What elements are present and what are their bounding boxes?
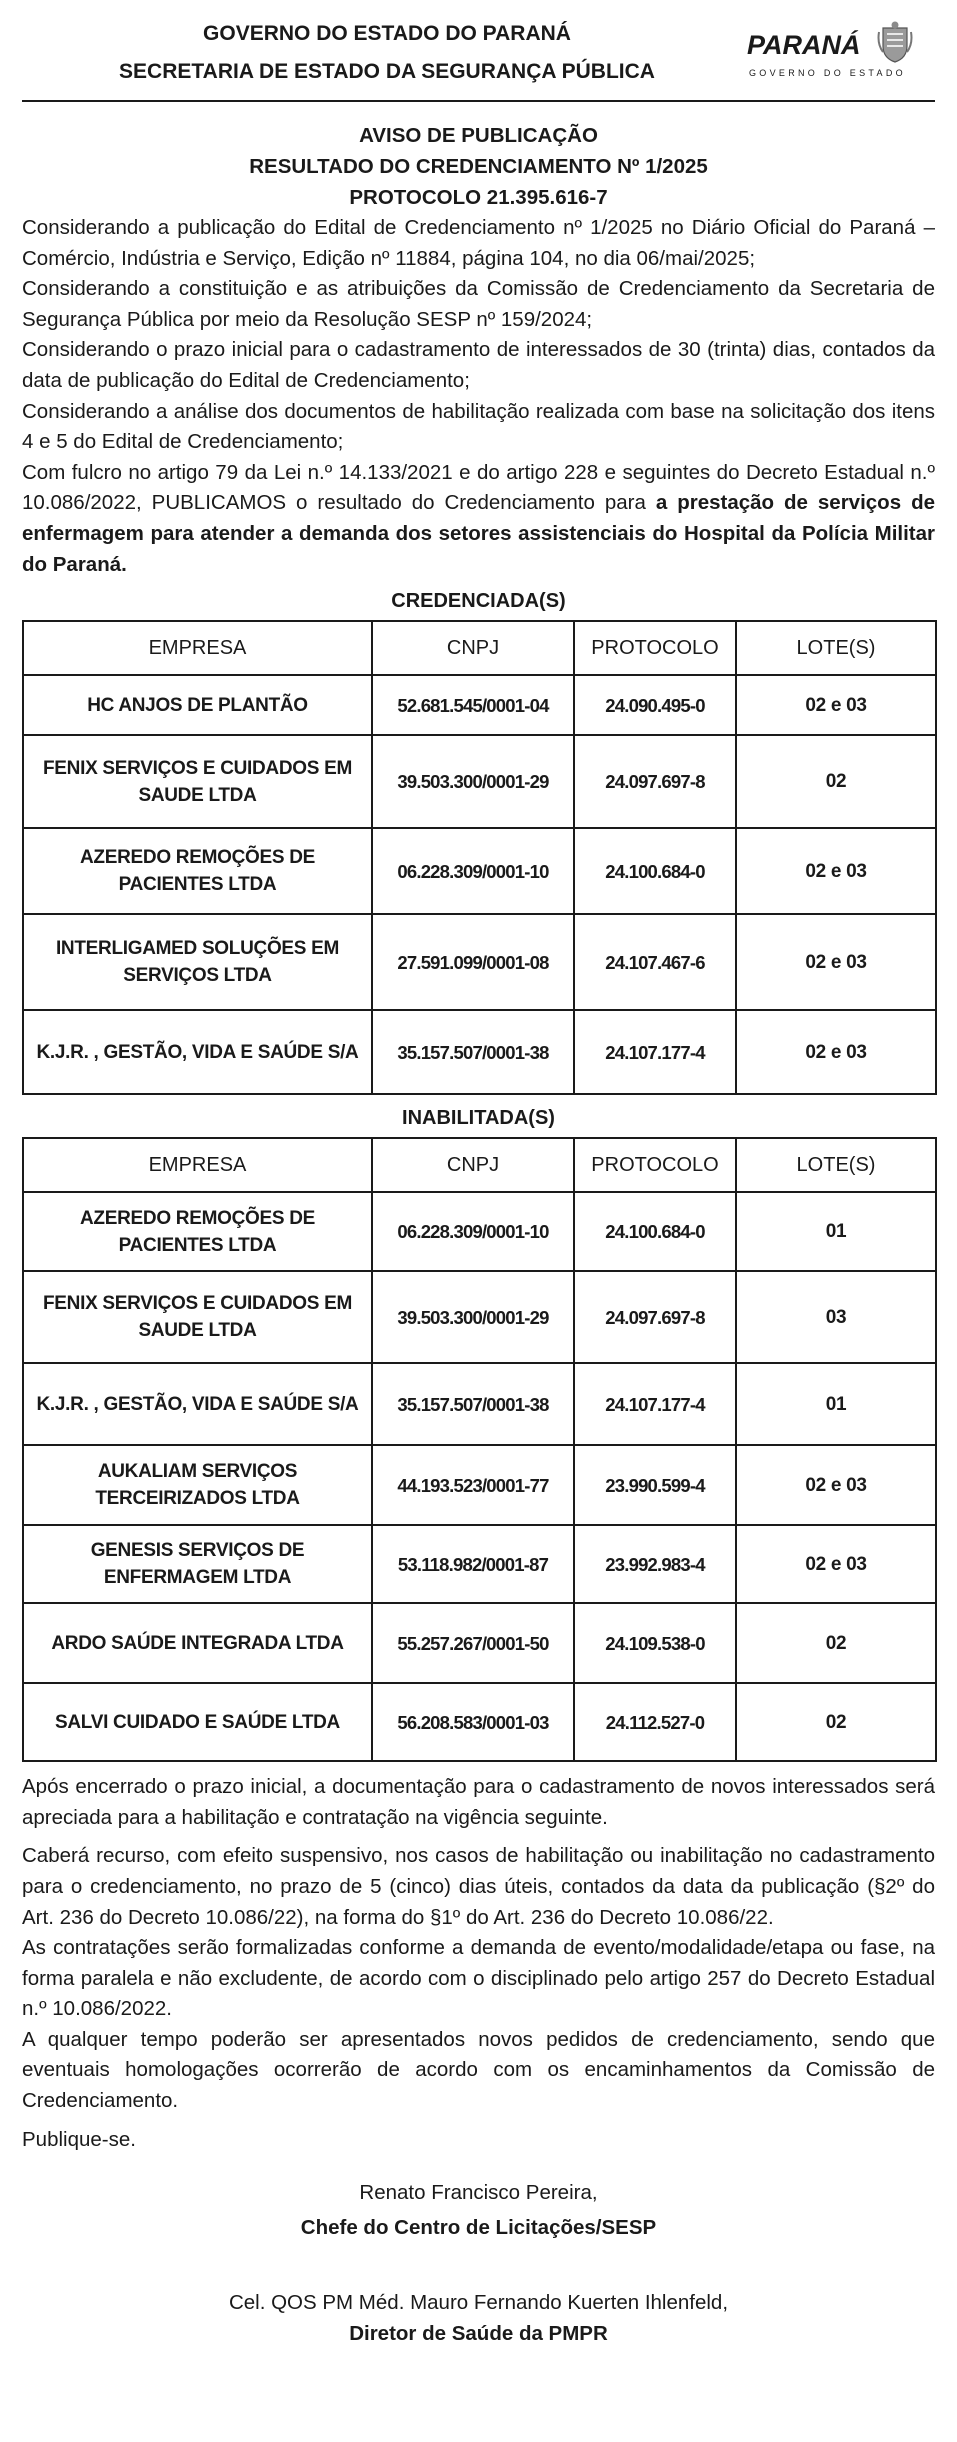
secretariat-title: SECRETARIA DE ESTADO DA SEGURANÇA PÚBLICA <box>119 60 655 83</box>
cell-empresa: HC ANJOS DE PLANTÃO <box>23 675 372 735</box>
signature-block-2 <box>22 2287 935 2349</box>
cell-cnpj: 44.193.523/0001-77 <box>372 1445 574 1525</box>
cell-protocolo: 24.097.697-8 <box>574 1271 736 1363</box>
column-header-empresa: EMPRESA <box>23 621 372 675</box>
cell-protocolo: 23.990.599-4 <box>574 1445 736 1525</box>
table-row <box>23 828 936 914</box>
cell-cnpj: 53.118.982/0001-87 <box>372 1525 574 1603</box>
cell-lotes: 02 e 03 <box>736 1525 936 1603</box>
inabilitadas-title: INABILITADA(S) <box>402 1107 555 1130</box>
cell-lotes: 02 <box>736 735 936 828</box>
logo-subtitle: GOVERNO DO ESTADO <box>749 68 906 78</box>
intro-paragraph-5-object: a prestação de serviços de enfermagem para atender a demanda dos setores assistenciais do Hospital da Polícia Militar do Paraná. <box>22 491 935 576</box>
cell-lotes: 02 e 03 <box>736 1010 936 1094</box>
cell-protocolo: 24.107.467-6 <box>574 914 736 1010</box>
cell-lotes: 02 e 03 <box>736 1445 936 1525</box>
table-row <box>23 675 936 735</box>
closing-paragraph-3: As contratações serão formalizadas conforme a demanda de evento/modalidade/etapa ou fase, na forma paralela e não excludente, de acordo com o disciplinado pelo artigo 257 do Decreto Estadual n.º 10.086/2022. <box>22 1936 935 2021</box>
cell-lotes: 02 <box>736 1603 936 1683</box>
cell-empresa: SALVI CUIDADO E SAÚDE LTDA <box>23 1683 372 1761</box>
table-row <box>23 1603 936 1683</box>
cell-protocolo: 24.109.538-0 <box>574 1603 736 1683</box>
cell-empresa: FENIX SERVIÇOS E CUIDADOS EM SAUDE LTDA <box>23 735 372 828</box>
table-row <box>23 1192 936 1271</box>
signatory-2-role: Diretor de Saúde da PMPR <box>349 2322 608 2346</box>
table-row <box>23 735 936 828</box>
closing-section <box>22 1772 935 2155</box>
intro-paragraph-1: Considerando a publicação do Edital de Credenciamento nº 1/2025 no Diário Oficial do Paraná – Comércio, Indústria e Serviço, Edição nº 11884, página 104, no dia 06/mai/2025; <box>22 216 935 270</box>
table-row <box>23 1271 936 1363</box>
table-row <box>23 1363 936 1445</box>
protocol-title: PROTOCOLO 21.395.616-7 <box>349 186 608 209</box>
table-row <box>23 1445 936 1525</box>
column-header-protocolo: PROTOCOLO <box>574 1138 736 1192</box>
credenciadas-table <box>22 620 937 1095</box>
cell-empresa: AZEREDO REMOÇÕES DE PACIENTES LTDA <box>23 1192 372 1271</box>
table-row <box>23 1525 936 1603</box>
cell-lotes: 02 e 03 <box>736 675 936 735</box>
cell-empresa: AUKALIAM SERVIÇOS TERCEIRIZADOS LTDA <box>23 1445 372 1525</box>
cell-protocolo: 24.107.177-4 <box>574 1010 736 1094</box>
coat-of-arms-icon <box>877 20 913 64</box>
cell-cnpj: 06.228.309/0001-10 <box>372 828 574 914</box>
cell-empresa: K.J.R. , GESTÃO, VIDA E SAÚDE S/A <box>23 1363 372 1445</box>
table-row <box>23 914 936 1010</box>
document-page <box>22 0 935 2442</box>
notice-title: AVISO DE PUBLICAÇÃO <box>359 124 598 147</box>
cell-protocolo: 24.107.177-4 <box>574 1363 736 1445</box>
cell-cnpj: 27.591.099/0001-08 <box>372 914 574 1010</box>
intro-section <box>22 213 935 580</box>
credenciadas-title: CREDENCIADA(S) <box>391 590 566 613</box>
logo-wordmark: PARANÁ <box>747 30 861 60</box>
cell-lotes: 02 <box>736 1683 936 1761</box>
cell-cnpj: 52.681.545/0001-04 <box>372 675 574 735</box>
document-header <box>22 0 935 102</box>
intro-paragraph-2: Considerando a constituição e as atribuições da Comissão de Credenciamento da Secretaria de Segurança Pública por meio da Resolução SESP nº 159/2024; <box>22 277 935 331</box>
intro-paragraph-4: Considerando a análise dos documentos de habilitação realizada com base na solicitação dos itens 4 e 5 do Edital de Credenciamento; <box>22 399 935 454</box>
cell-empresa: ARDO SAÚDE INTEGRADA LTDA <box>23 1603 372 1683</box>
result-title: RESULTADO DO CREDENCIAMENTO Nº 1/2025 <box>249 155 708 178</box>
inabilitadas-table <box>22 1137 937 1762</box>
cell-empresa: FENIX SERVIÇOS E CUIDADOS EM SAUDE LTDA <box>23 1271 372 1363</box>
government-title: GOVERNO DO ESTADO DO PARANÁ <box>203 22 571 45</box>
signatory-1-role: Chefe do Centro de Licitações/SESP <box>300 2216 657 2240</box>
cell-cnpj: 39.503.300/0001-29 <box>372 1271 574 1363</box>
cell-lotes: 01 <box>736 1192 936 1271</box>
cell-protocolo: 24.100.684-0 <box>574 1192 736 1271</box>
signatory-1-name: Renato Francisco Pereira, <box>359 2181 598 2205</box>
cell-lotes: 02 e 03 <box>736 914 936 1010</box>
column-header-empresa: EMPRESA <box>23 1138 372 1192</box>
closing-paragraph-1: Após encerrado o prazo inicial, a documentação para o cadastramento de novos interessados será apreciada para a habilitação e contratação na vigência seguinte. <box>22 1775 935 1829</box>
column-header-cnpj: CNPJ <box>372 621 574 675</box>
table-header-row <box>23 1138 936 1192</box>
cell-protocolo: 24.090.495-0 <box>574 675 736 735</box>
cell-cnpj: 06.228.309/0001-10 <box>372 1192 574 1271</box>
cell-cnpj: 39.503.300/0001-29 <box>372 735 574 828</box>
cell-empresa: GENESIS SERVIÇOS DE ENFERMAGEM LTDA <box>23 1525 372 1603</box>
cell-cnpj: 56.208.583/0001-03 <box>372 1683 574 1761</box>
cell-empresa: K.J.R. , GESTÃO, VIDA E SAÚDE S/A <box>23 1010 372 1094</box>
column-header-cnpj: CNPJ <box>372 1138 574 1192</box>
column-header-lotes: LOTE(S) <box>736 621 936 675</box>
intro-paragraph-3: Considerando o prazo inicial para o cadastramento de interessados de 30 (trinta) dias, contados da data de publicação do Edital de Credenciamento; <box>22 338 935 392</box>
signatory-2-name: Cel. QOS PM Méd. Mauro Fernando Kuerten Ihlenfeld, <box>228 2291 729 2315</box>
cell-lotes: 02 e 03 <box>736 828 936 914</box>
cell-protocolo: 24.100.684-0 <box>574 828 736 914</box>
notice-titles <box>22 120 935 213</box>
column-header-lotes: LOTE(S) <box>736 1138 936 1192</box>
intro-paragraph-5-text: Com fulcro no artigo 79 da Lei n.º 14.133/2021 e do artigo 228 e seguintes do Decreto Estadual n.º 10.086/2022, PUBLICAMOS o resultado do Credenciamento para <box>22 460 935 515</box>
cell-protocolo: 24.097.697-8 <box>574 735 736 828</box>
table-header-row <box>23 621 936 675</box>
cell-cnpj: 35.157.507/0001-38 <box>372 1010 574 1094</box>
closing-paragraph-2: Caberá recurso, com efeito suspensivo, nos casos de habilitação ou inabilitação no cadastramento para o credenciamento, no prazo de 5 (cinco) dias úteis, contados da data da publicação (§2º do Art. 236 do Decreto 10.086/22), na forma do §1º do Art. 236 do Decreto 10.086/22. <box>22 1844 935 1929</box>
cell-protocolo: 23.992.983-4 <box>574 1525 736 1603</box>
closing-paragraph-4: A qualquer tempo poderão ser apresentados novos pedidos de credenciamento, sendo que eventuais homologações ocorrerão de acordo com os encaminhamentos da Comissão de Credenciamento. <box>22 2027 935 2113</box>
cell-protocolo: 24.112.527-0 <box>574 1683 736 1761</box>
table-row <box>23 1683 936 1761</box>
parana-logo <box>747 20 917 80</box>
cell-lotes: 03 <box>736 1271 936 1363</box>
intro-paragraph-5 <box>22 458 935 580</box>
cell-empresa: AZEREDO REMOÇÕES DE PACIENTES LTDA <box>23 828 372 914</box>
cell-cnpj: 55.257.267/0001-50 <box>372 1603 574 1683</box>
cell-lotes: 01 <box>736 1363 936 1445</box>
table-row <box>23 1010 936 1094</box>
closing-paragraph-5: Publique-se. <box>22 2127 136 2151</box>
signature-block-1 <box>22 2177 935 2243</box>
cell-empresa: INTERLIGAMED SOLUÇÕES EM SERVIÇOS LTDA <box>23 914 372 1010</box>
column-header-protocolo: PROTOCOLO <box>574 621 736 675</box>
cell-cnpj: 35.157.507/0001-38 <box>372 1363 574 1445</box>
